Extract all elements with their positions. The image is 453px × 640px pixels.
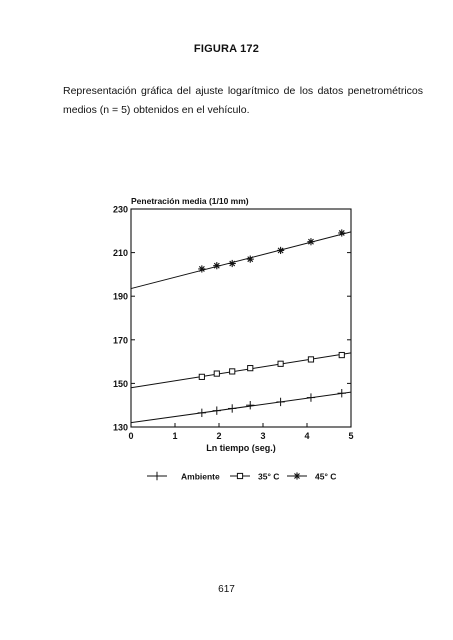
data-point-series-1 (214, 371, 219, 376)
data-point-series-1 (278, 361, 283, 366)
legend-label: 35° C (258, 471, 280, 482)
marker-stroke (339, 352, 344, 357)
data-point-series-2 (213, 262, 220, 269)
legend-label: 45° C (315, 471, 337, 482)
legend-entry-series-0 (147, 472, 220, 482)
marker-stroke (308, 357, 313, 362)
y-tick-label: 230 (112, 204, 128, 215)
data-point-series-0 (307, 393, 315, 401)
data-point-series-1 (308, 357, 313, 362)
data-point-series-2 (307, 238, 314, 245)
plot-frame (131, 209, 351, 427)
marker-stroke (278, 361, 283, 366)
y-tick-label: 190 (112, 291, 128, 302)
legend-entry-series-1 (230, 472, 279, 482)
x-axis-label: Ln tiempo (seg.) (206, 443, 276, 453)
caption-line-1: Representación gráfica del ajuste logarítmico de los datos penetrométricos (63, 85, 423, 97)
x-tick-label: 4 (304, 431, 310, 441)
x-tick-label: 0 (128, 431, 134, 441)
data-point-series-1 (339, 352, 344, 357)
marker-stroke (199, 374, 204, 379)
data-point-series-1 (248, 366, 253, 371)
marker-stroke (248, 366, 253, 371)
caption-line-2: medios (n = 5) obtenidos en el vehículo. (63, 104, 250, 116)
data-point-series-2 (229, 260, 236, 267)
fit-line-series-0 (131, 392, 351, 423)
data-point-series-0 (213, 406, 221, 414)
data-point-series-2 (247, 256, 254, 263)
x-tick-label: 3 (260, 431, 266, 441)
data-point-series-0 (276, 398, 284, 406)
data-point-series-2 (277, 247, 284, 254)
legend-label: Ambiente (181, 471, 220, 482)
data-point-series-1 (199, 374, 204, 379)
axes (113, 196, 354, 453)
fit-line-series-1 (131, 353, 351, 388)
data-point-series-0 (338, 389, 346, 397)
marker-stroke (237, 473, 242, 478)
legend (147, 472, 336, 482)
data-point-series-2 (338, 229, 345, 236)
data-point-series-0 (246, 401, 254, 409)
legend-swatch-marker (153, 472, 161, 480)
legend-swatch-marker (293, 472, 300, 479)
y-tick-label: 170 (112, 335, 128, 346)
fit-lines (131, 232, 351, 423)
page-number: 617 (218, 584, 235, 595)
y-tick-label: 150 (112, 378, 128, 389)
data-point-series-0 (198, 409, 206, 417)
x-tick-label: 2 (216, 431, 222, 441)
legend-swatch-marker (237, 473, 242, 478)
data-markers (198, 229, 346, 417)
marker-stroke (230, 369, 235, 374)
figure-title: FIGURA 172 (193, 43, 260, 55)
legend-entry-series-2 (287, 472, 336, 482)
marker-stroke (214, 371, 219, 376)
x-tick-label: 1 (172, 431, 178, 441)
fit-line-series-2 (131, 232, 351, 289)
x-tick-label: 5 (348, 431, 354, 441)
data-point-series-0 (228, 404, 236, 412)
data-point-series-1 (230, 369, 235, 374)
chart-title: Penetración media (1/10 mm) (131, 196, 249, 206)
data-point-series-2 (198, 265, 205, 272)
y-tick-label: 130 (112, 422, 128, 433)
y-tick-label: 210 (112, 248, 128, 259)
